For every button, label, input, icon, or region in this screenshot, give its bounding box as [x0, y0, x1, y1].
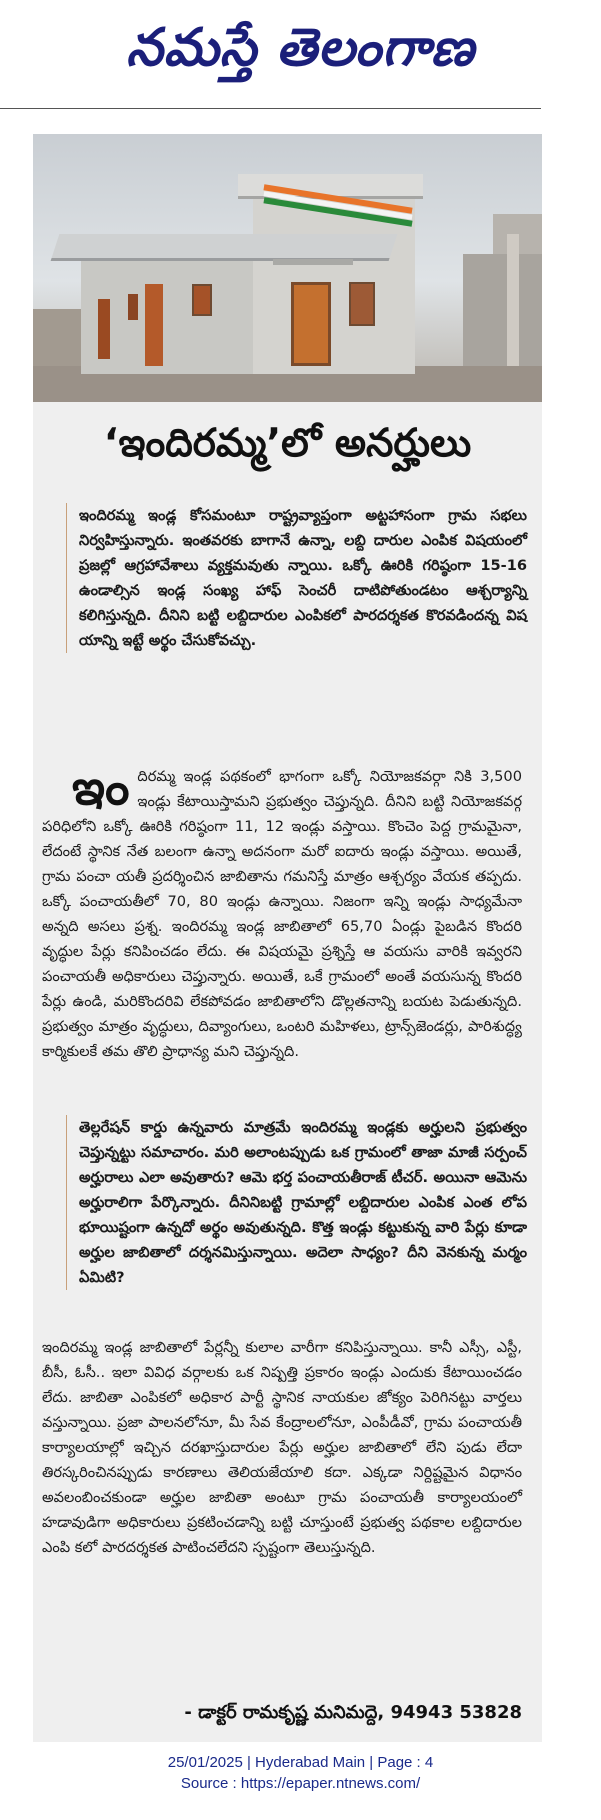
body-paragraph-1	[42, 760, 522, 1064]
body-paragraph-1-text: దిరమ్మ ఇండ్ల పథకంలో భాగంగా ఒక్కో నియోజకవర్గా నికి 3,500 ఇండ్లు కేటాయిస్తామని ప్రభుత్వం చెప్తున్నది. దీనిని బట్టి నియోజకవర్గ పరిధిలోని ఒక్కో ఊరికి గరిష్ఠంగా 11, 12 ఇండ్లు వస్తాయి. కొంచెం పెద్ద గ్రామమైనా, లేదంటే స్థానిక నేత బలంగా ఉన్నా అదనంగా మరో ఐదారు ఇండ్లు వస్తాయి. అయితే, గ్రామ పంచా యతీ ప్రదర్శించిన జాబితాను గమనిస్తే మాత్రం ఆశ్చర్యం వేయక తప్పదు. ఒక్కో పంచాయతీలో 70, 80 ఇండ్లు ఉన్నాయి. నిజంగా ఇన్ని ఇండ్లు సాధ్యమేనా అన్నది అసలు ప్రశ్న. ఇందిరమ్మ ఇండ్ల జాబితాలో 65,70 ఏండ్లు పైబడిన కొందరి వృద్ధుల పేర్లు కనిపించడం లేదు. ఈ విషయమై ప్రశ్నిస్తే ఆ వయసు వారికి ఇవ్వరని పంచాయతీ అధికారులు చెప్తున్నారు. అయితే, ఒకే గ్రామంలో అంతే వయసున్న కొందరి పేర్లు ఉండి, మరికొందరివి లేకపోవడం జాబితాలోని డొల్లతనాన్ని బయట పెడుతున్నది. ప్రభుత్వం మాత్రం వృద్ధులు, దివ్యాంగులు, ఒంటరి మహిళలు, ట్రాన్స్‌జెండర్లు, పారిశుద్ధ్య కార్మికులకే తమ తొలి ప్రాధాన్య మని చెప్తున్నది.	[42, 768, 522, 1060]
photo-roof	[51, 234, 398, 261]
photo-right-building	[463, 254, 542, 384]
article-clipping	[33, 134, 542, 1742]
article-photo-house	[33, 134, 542, 402]
drop-cap: ఇం	[72, 760, 130, 816]
photo-window-right	[349, 282, 375, 326]
photo-door-main	[291, 282, 331, 366]
author-signature: - డాక్టర్ రామకృష్ణ మనిమద్దె, 94943 53828	[184, 1702, 522, 1723]
masthead	[0, 0, 601, 108]
article-headline: ‘ఇందిరమ్మ’లో అనర్హులు	[103, 421, 472, 466]
masthead-divider	[0, 108, 541, 109]
photo-window	[192, 284, 212, 316]
newspaper-title: నమస్తే తెలంగాణ	[126, 17, 475, 78]
intro-paragraph: ఇందిరమ్మ ఇండ్ల కోసమంటూ రాష్ట్రవ్యాప్తంగా అట్టహాసంగా గ్రామ సభలు నిర్వహిస్తున్నారు. ఇంతవరకు బాగానే ఉన్నా, లబ్ది దారుల ఎంపిక విషయంలో ప్రజల్లో ఆగ్రహావేశాలు వ్యక్తమవుతు న్నాయి. ఒక్కో ఊరికి గరిష్ఠంగా 15-16 ఉండాల్సిన ఇండ్ల సంఖ్య హాఫ్ సెంచరీ దాటిపోతుండటం ఆశ్చర్యాన్ని కలిగిస్తున్నది. దీనిని బట్టి లబ్దిదారుల ఎంపికలో పారదర్శకత కొరవడిందన్న విష యాన్ని ఇట్టే అర్థం చేసుకోవచ్చు.	[66, 503, 527, 653]
photo-window-small	[128, 294, 138, 320]
photo-sunshade	[273, 259, 353, 265]
highlight-paragraph: తెల్లరేషన్ కార్డు ఉన్నవారు మాత్రమే ఇందిరమ్మ ఇండ్లకు అర్హులని ప్రభుత్వం చెప్తున్నట్టు సమాచారం. మరి అలాంటప్పుడు ఒక గ్రామంలో తాజా మాజీ సర్పంచ్ అర్హురాలు ఎలా అవుతారు? ఆమె భర్త పంచాయతీరాజ్ టీచర్. అయినా ఆమెను అర్హురాలిగా పేర్కొన్నారు. దీనినిబట్టి గ్రామాల్లో లబ్దిదారుల ఎంపిక ఎంత లోప భూయిష్టంగా ఉన్నదో అర్థం అవుతున్నది. కొత్త ఇండ్లు కట్టుకున్న వారి పేర్లు కూడా అర్హుల జాబితాలో దర్శనమిస్తున్నాయి. అదెలా సాధ్యం? దీని వెనకున్న మర్మం ఏమిటి?	[66, 1115, 527, 1290]
photo-pillar	[507, 234, 519, 384]
body-paragraph-2: ఇందిరమ్మ ఇండ్ల జాబితాలో పేర్లన్నీ కులాల వారీగా కనిపిస్తున్నాయి. కానీ ఎస్సీ, ఎస్టీ, బీసీ, ఓసీ.. ఇలా వివిధ వర్గాలకు ఒక నిష్పత్తి ప్రకారం ఇండ్లు ఎందుకు కేటాయించడం లేదు. జాబితా ఎంపికలో అధికార పార్టీ స్థానిక నాయకుల జోక్యం పెరిగినట్టు వార్తలు వస్తున్నాయి. ప్రజా పాలనలోనూ, మీ సేవ కేంద్రాలలోనూ, ఎంపీడీవో, గ్రామ పంచాయతీ కార్యాలయాల్లో ఇచ్చిన దరఖాస్తుదారుల పేర్లు అర్హుల జాబితాలో లేని పుడు లేదా తిరస్కరించినప్పుడు కారణాలు తెలియజేయాలి కదా. ఎక్కడా నిర్దిష్టమైన విధానం అవలంబించకుండా అర్హుల జాబితా అంటూ గ్రామ పంచాయతీ కార్యాలయంలో హడావుడిగా అధికారులు ప్రకటించడాన్ని బట్టి చూస్తుంటే ప్రభుత్వ పథకాల లబ్దిదారుల ఎంపి కలో పారదర్శకత పాటించలేదని స్పష్టంగా తెలుస్తున్నది.	[42, 1338, 522, 1556]
photo-door-left	[98, 299, 110, 359]
page-footer	[0, 1752, 601, 1794]
footer-edition-info: 25/01/2025 | Hyderabad Main | Page : 4	[167, 1754, 434, 1771]
photo-door-middle	[145, 284, 163, 366]
footer-source-link[interactable]: Source : https://epaper.ntnews.com/	[180, 1775, 421, 1792]
